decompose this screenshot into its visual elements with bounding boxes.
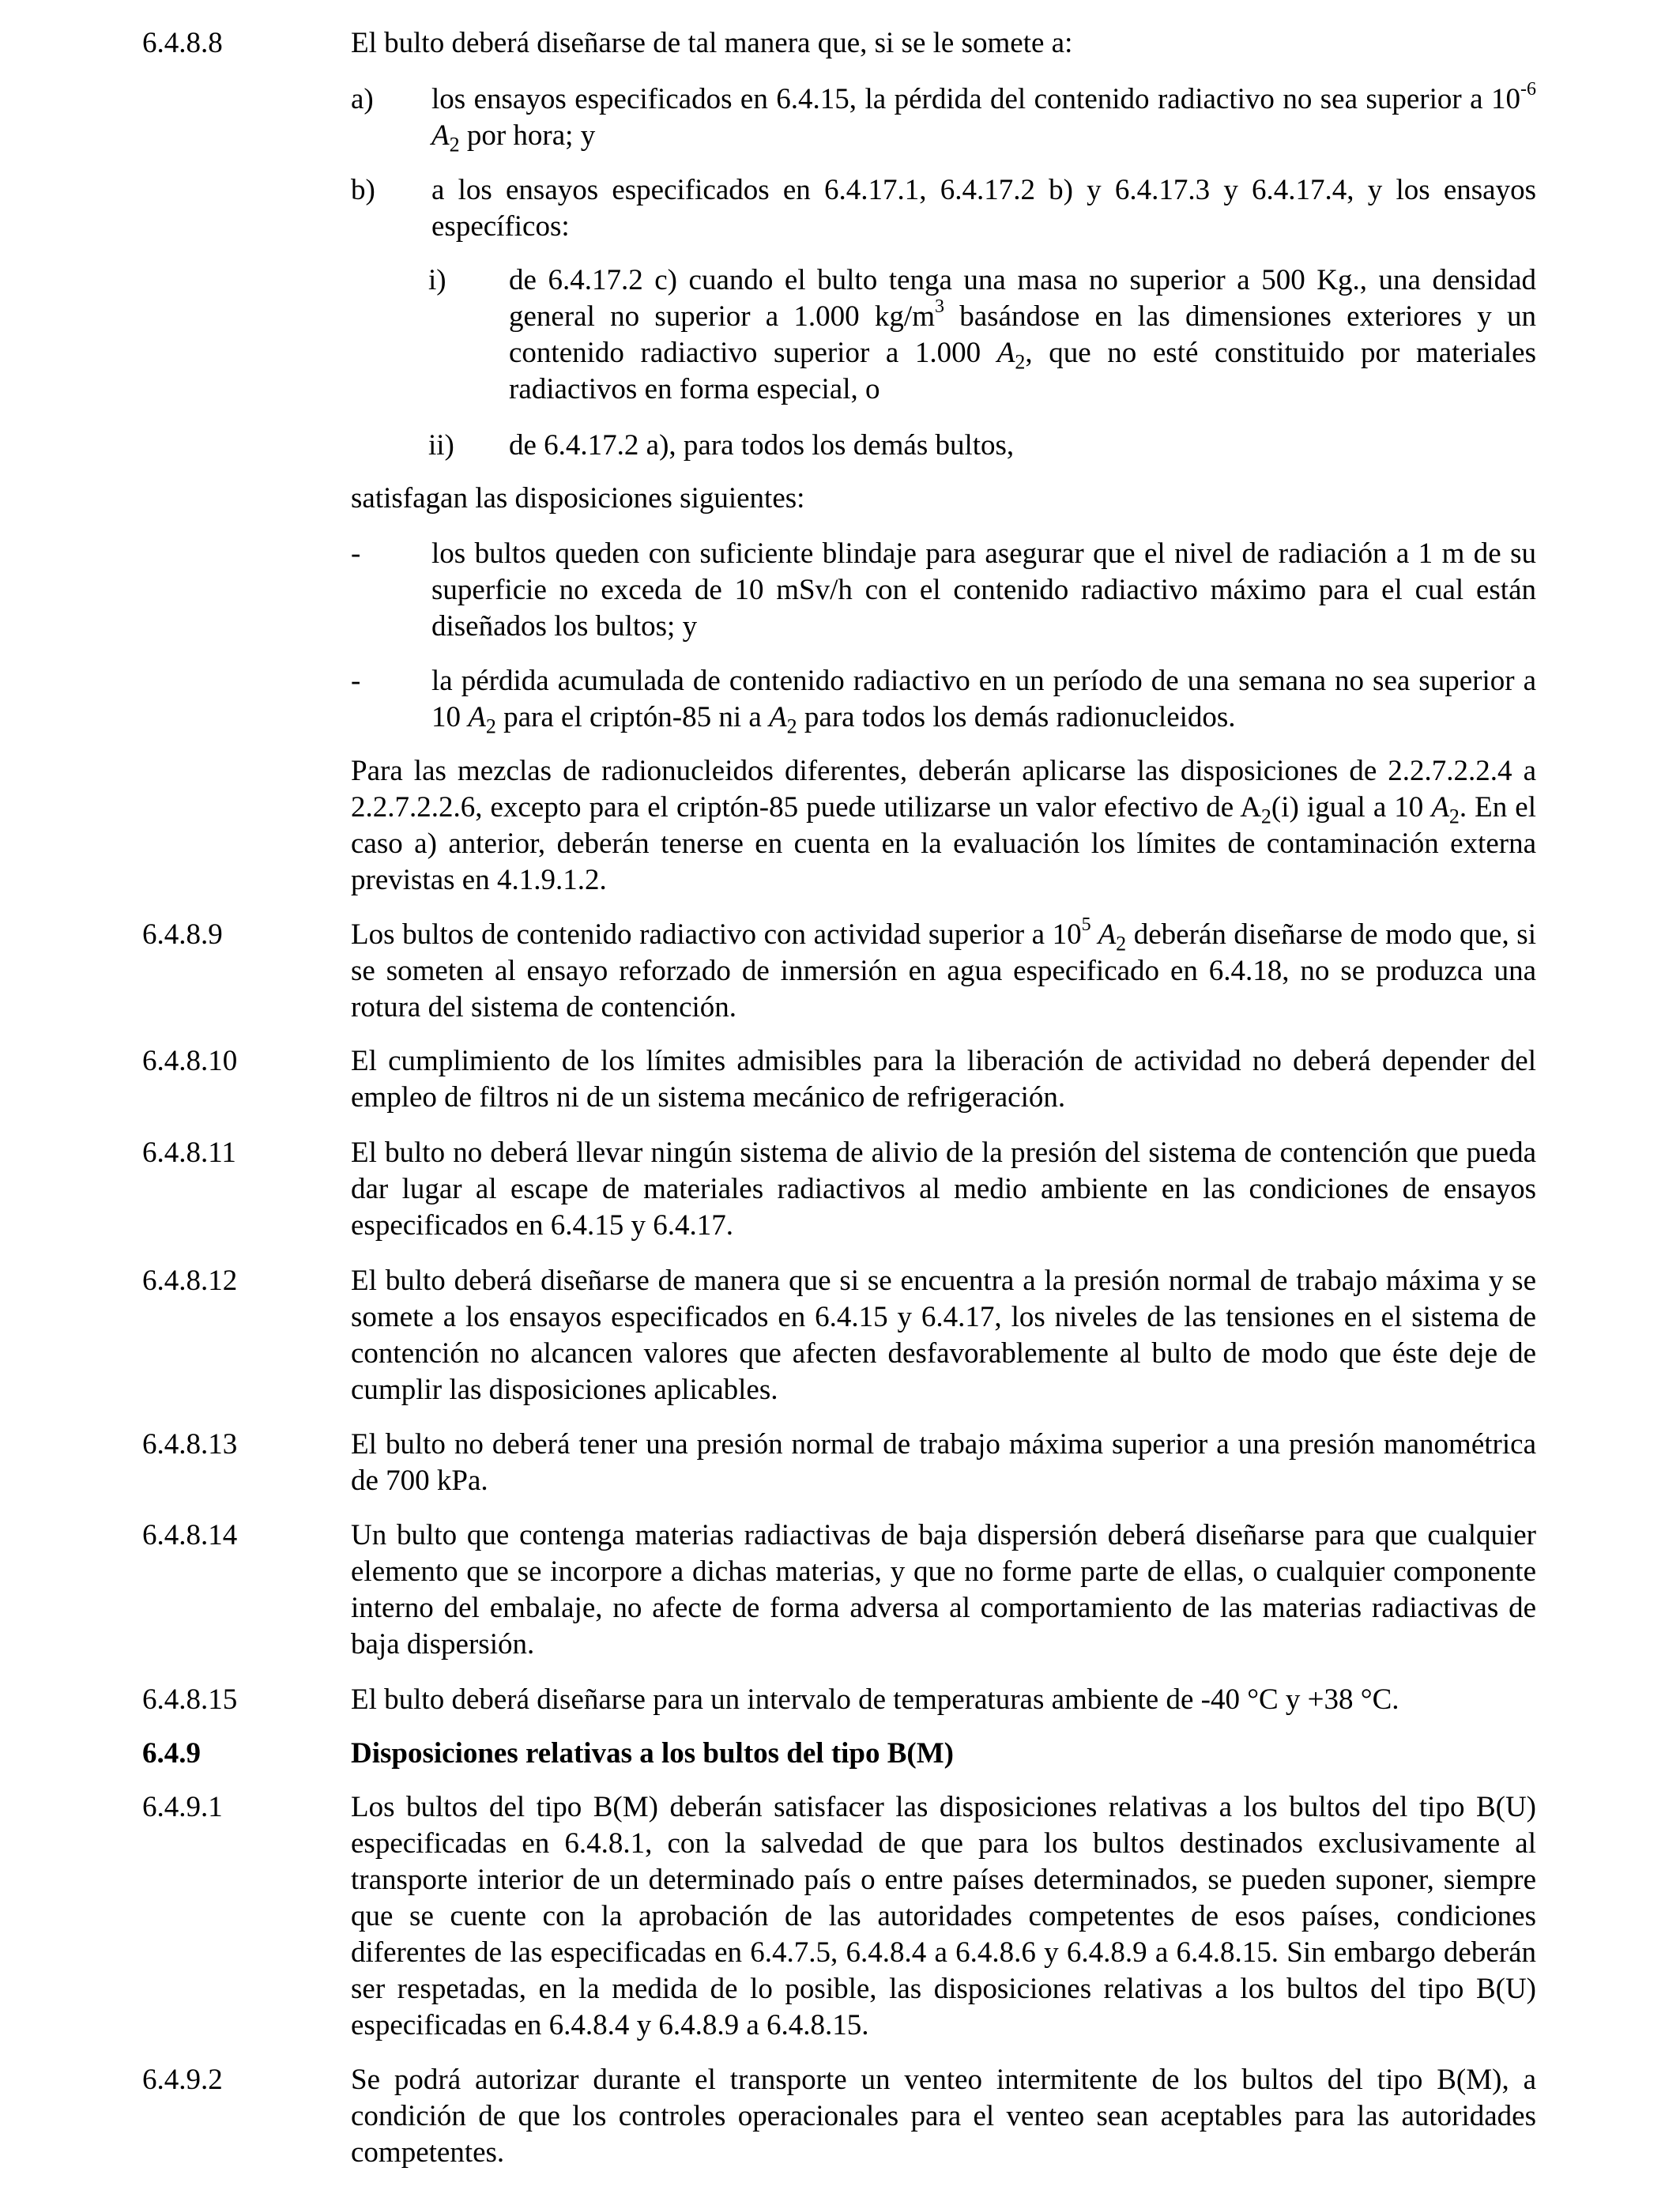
section-number: 6.4.8.8 [142,27,223,59]
item-text: los ensayos especificados en 6.4.15, la pérdida del contenido radiactivo no sea superior a $10^{-6}$ $A_2$ por hora; y [431,78,1536,156]
section-number: 6.4.8.14 [142,1519,238,1551]
item-text: de 6.4.17.2 c) cuando el bulto tenga una masa no superior a 500 Kg., una densidad general no superior a 1.000 $kg/m^3$ basándose en las dimensiones exteriores y un contenido radiactivo superior a 1.000 $A_2$, que no esté constituido por materiales radiactivos en forma especial, o [509,264,1536,405]
dash-bullet: - [351,665,361,697]
item-text: de 6.4.17.2 a), para todos los demás bultos, [509,429,1015,462]
paragraph: Para las mezclas de radionucleidos diferentes, deberán aplicarse las disposiciones de 2.2.7.2.2.4 a 2.2.7.2.2.6, excepto para el criptón-85 puede utilizarse un valor efectivo de $A_2(i)$ igual a 10 $A_2$. En el caso a) anterior, deberán tenerse en cuenta en la evaluación los límites de contaminación externa previstas en 4.1.9.1.2. [351,755,1537,896]
section-text: Los bultos de contenido radiactivo con actividad superior a $10^5$ $A_2$ deberán diseñarse de modo que, si se someten al ensayo reforzado de inmersión en agua especificado en 6.4.18, no se produzca una rotura del sistema de contención. [351,914,1536,1023]
section-number: 6.4.8.11 [142,1137,236,1169]
paragraph: satisfagan las disposiciones siguientes: [351,482,805,515]
item-label: b) [351,174,375,206]
section-number: 6.4.8.9 [142,918,223,951]
dash-bullet: - [351,537,361,570]
section-text: El bulto deberá diseñarse para un intervalo de temperaturas ambiente de -40 °C y +38 °C. [351,1683,1399,1716]
section-number: 6.4.8.13 [142,1428,238,1461]
section-number: 6.4.9.2 [142,2064,223,2096]
section-text: Se podrá autorizar durante el transporte un venteo intermitente de los bultos del tipo B(M), a condición de que los controles operacionales para el venteo sean aceptables para las autoridades competentes. [351,2064,1536,2169]
section-heading: Disposiciones relativas a los bultos del tipo B(M) [351,1737,954,1770]
section-text: El bulto no deberá tener una presión normal de trabajo máxima superior a una presión manométrica de 700 kPa. [351,1428,1536,1497]
section-number: 6.4.9.1 [142,1791,223,1823]
section-number: 6.4.8.10 [142,1045,238,1077]
section-text: Los bultos del tipo B(M) deberán satisfacer las disposiciones relativas a los bultos del tipo B(U) especificadas en 6.4.8.1, con la salvedad de que para los bultos destinados exclusivamente al transporte interior de un determinado país o entre países determinados, se pueden suponer, siempre que se cuente con la aprobación de las autoridades competentes de esos países, condiciones diferentes de las especificadas en 6.4.7.5, 6.4.8.4 a 6.4.8.6 y 6.4.8.9 a 6.4.8.15. Sin embargo deberán ser respetadas, en la medida de lo posible, las disposiciones relativas a los bultos del tipo B(U) especificadas en 6.4.8.4 y 6.4.8.9 a 6.4.8.15. [351,1791,1536,2041]
section-text: Un bulto que contenga materias radiactivas de baja dispersión deberá diseñarse para que cualquier elemento que se incorpore a dichas materias, y que no forme parte de ellas, o cualquier componente interno del embalaje, no afecte de forma adversa al comportamiento de las materias radiactivas de baja dispersión. [351,1519,1536,1661]
section-number: 6.4.8.12 [142,1265,238,1297]
item-text: la pérdida acumulada de contenido radiactivo en un período de una semana no sea superior a 10 $A_2$ para el criptón-85 ni a $A_2$ para todos los demás radionucleidos. [431,665,1536,738]
section-number: 6.4.9 [142,1737,201,1770]
section-text: El bulto no deberá llevar ningún sistema de alivio de la presión del sistema de contención que pueda dar lugar al escape de materiales radiactivos al medio ambiente en las condiciones de ensayos especificados en 6.4.15 y 6.4.17. [351,1137,1536,1242]
item-text: a los ensayos especificados en 6.4.17.1, 6.4.17.2 b) y 6.4.17.3 y 6.4.17.4, y los ensayos específicos: [431,174,1536,243]
section-intro: El bulto deberá diseñarse de tal manera que, si se le somete a: [351,27,1073,59]
section-text: El cumplimiento de los límites admisibles para la liberación de actividad no deberá depender del empleo de filtros ni de un sistema mecánico de refrigeración. [351,1045,1536,1114]
item-label: i) [428,264,446,296]
item-label: ii) [428,429,454,462]
item-text: los bultos queden con suficiente blindaje para asegurar que el nivel de radiación a 1 m de su superficie no exceda de 10 mSv/h con el contenido radiactivo máximo para el cual están diseñados los bultos; y [431,537,1536,643]
section-number: 6.4.8.15 [142,1683,238,1716]
item-label: a) [351,83,374,115]
section-text: El bulto deberá diseñarse de manera que si se encuentra a la presión normal de trabajo máxima y se somete a los ensayos especificados en 6.4.15 y 6.4.17, los niveles de las tensiones en el sistema de contención no alcancen valores que afecten desfavorablemente al bulto de modo que éste deje de cumplir las disposiciones aplicables. [351,1265,1536,1406]
